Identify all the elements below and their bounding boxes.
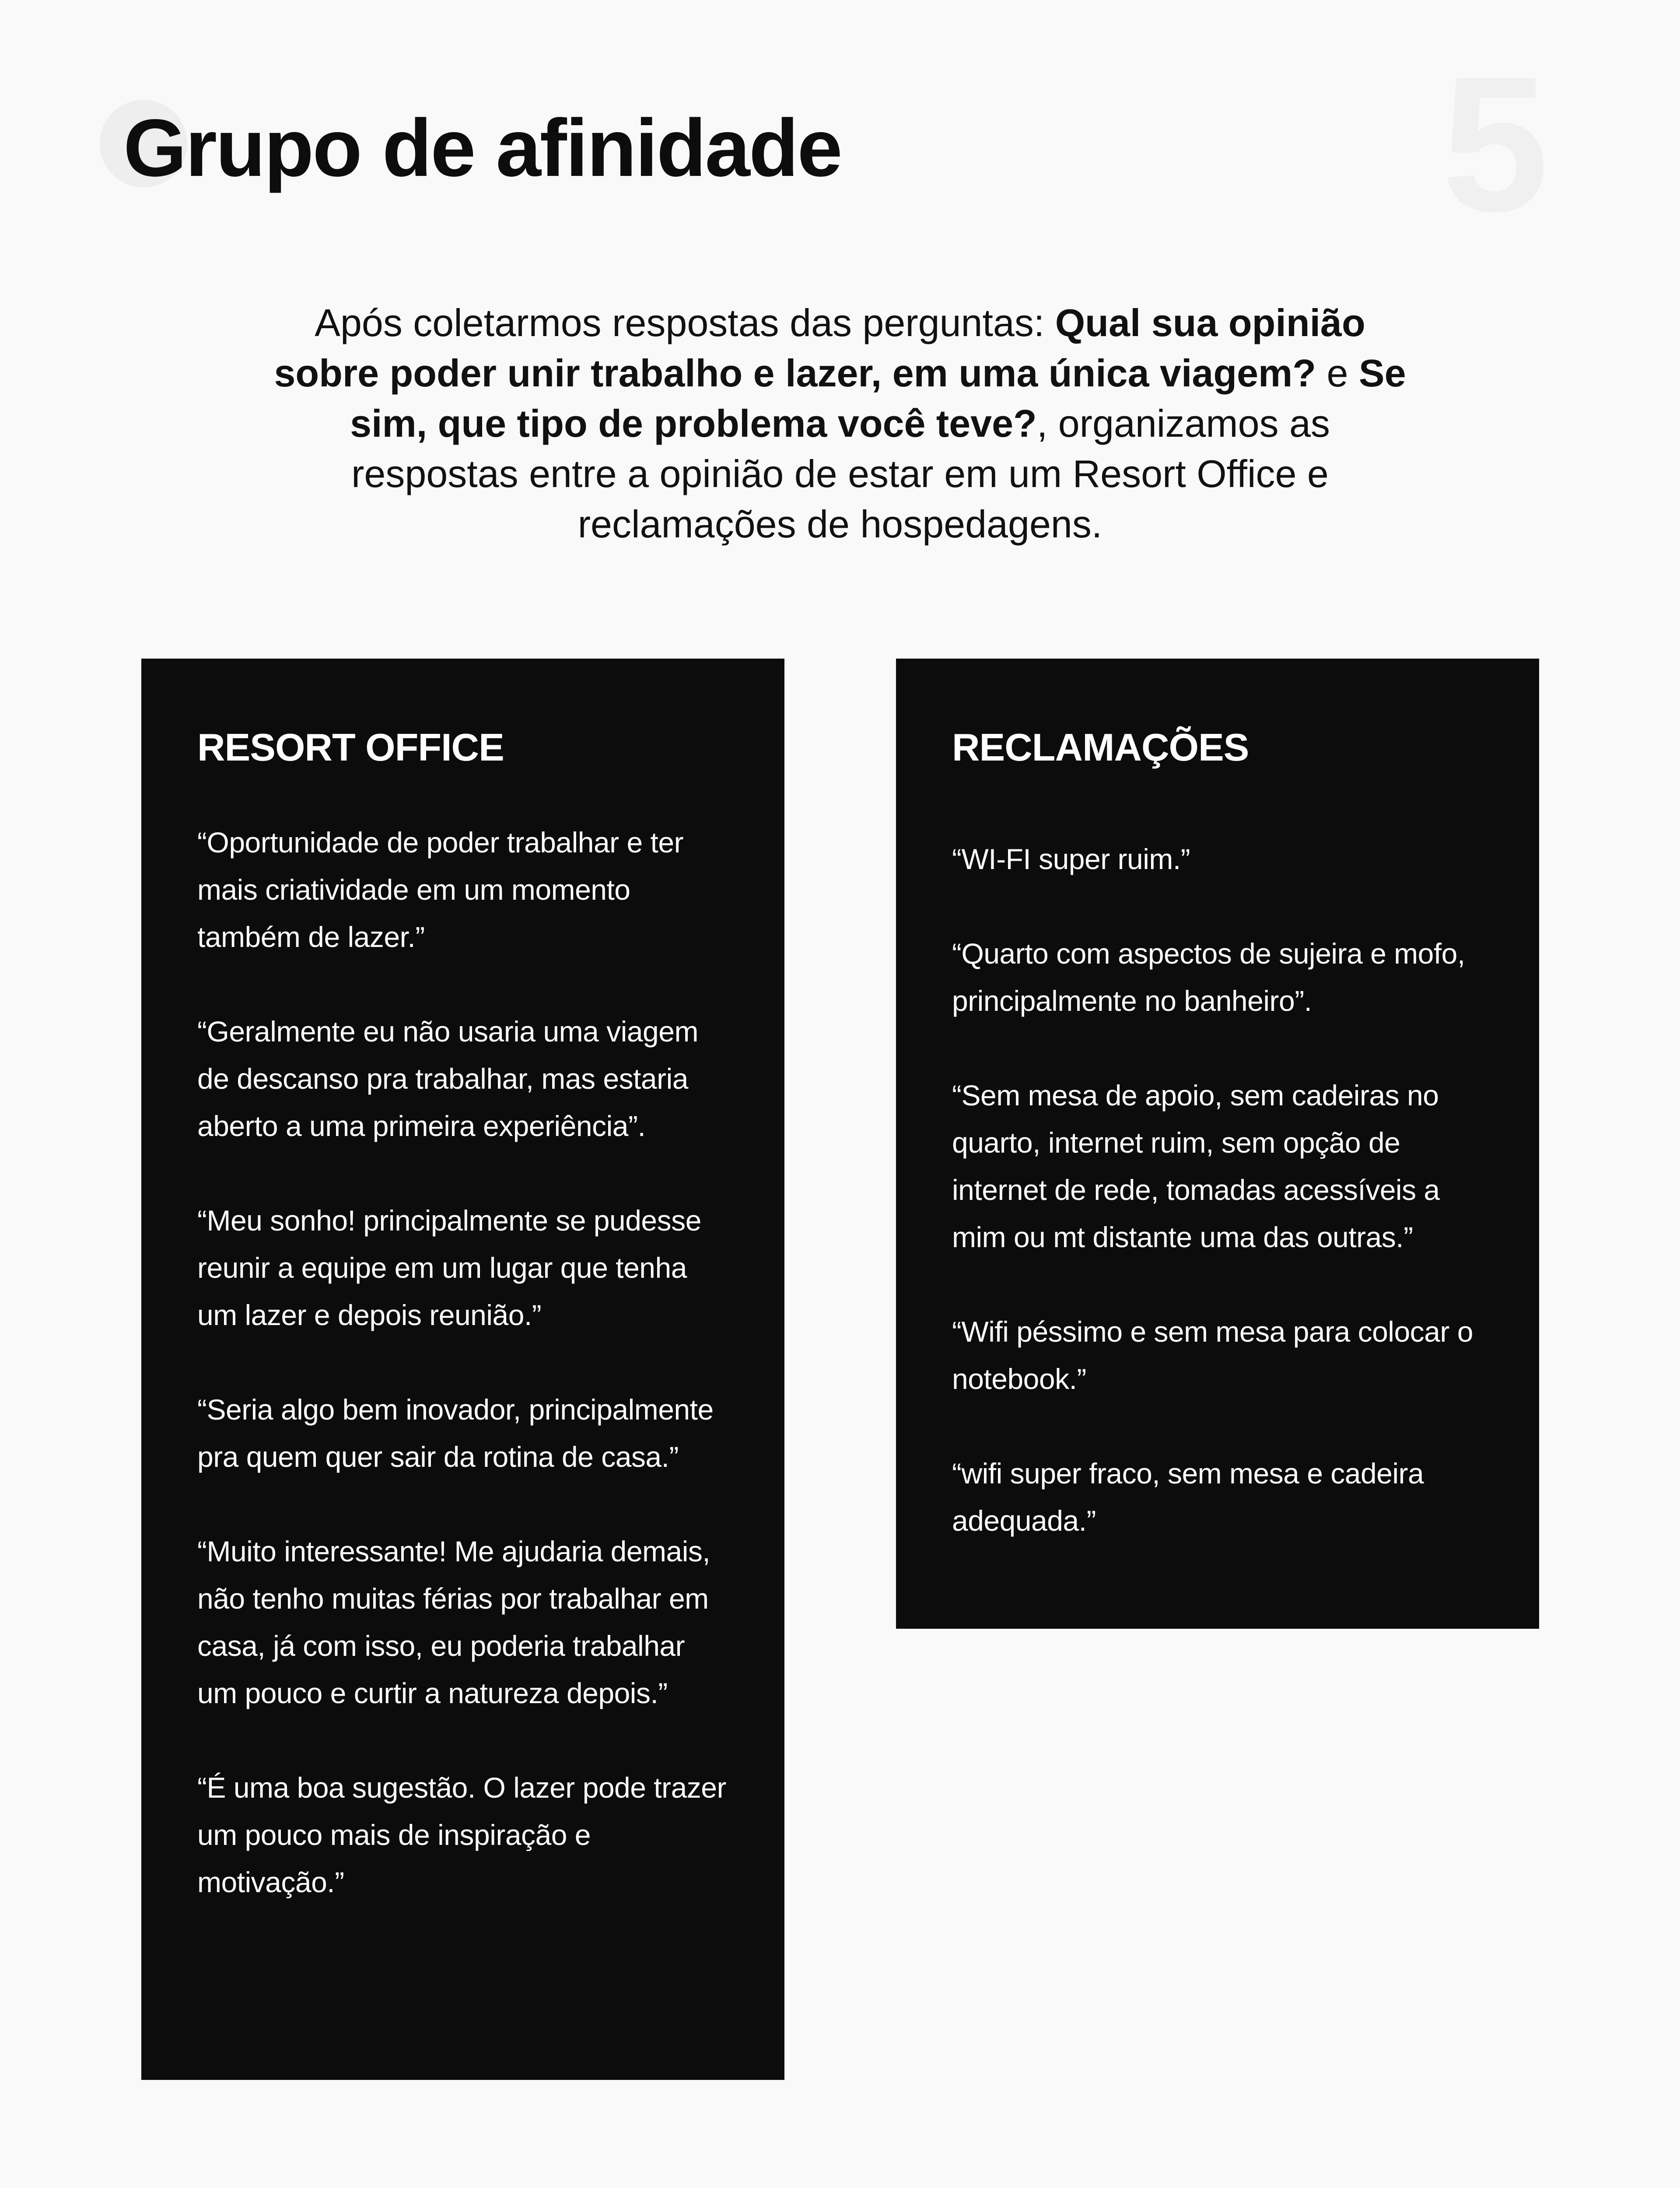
intro-text: e [1316, 351, 1359, 395]
intro-text: , organizamos as respostas entre a opinião de estar em um Resort Office e reclamações de hospedagens. [351, 402, 1330, 546]
quote-item: “Quarto com aspectos de sujeira e mofo, principalmente no banheiro”. [952, 937, 1465, 1017]
quote-item: “Sem mesa de apoio, sem cadeiras no quarto, internet ruim, sem opção de internet de rede, tomadas acessíveis a mim ou mt distante uma das outras.” [952, 1079, 1440, 1253]
panel-title: RESORT OFFICE [197, 726, 504, 769]
quote-item: “Muito interessante! Me ajudaria demais, não tenho muitas férias por trabalhar em casa, já com isso, eu poderia trabalhar um pouco e curtir a natureza depois.” [197, 1535, 710, 1709]
quote-item: “WI-FI super ruim.” [952, 842, 1190, 875]
quote-item: “Seria algo bem inovador, principalmente pra quem quer sair da rotina de casa.” [197, 1393, 714, 1473]
quote-item: “Meu sonho! principalmente se pudesse reunir a equipe em um lugar que tenha um lazer e depois reunião.” [197, 1204, 701, 1331]
quote-list [952, 835, 1483, 1544]
intro-paragraph [262, 298, 1418, 549]
panel-title: RECLAMAÇÕES [952, 726, 1249, 769]
quote-item: “wifi super fraco, sem mesa e cadeira adequada.” [952, 1457, 1424, 1537]
intro-question: Se sim, que tipo de problema você teve? [350, 351, 1406, 445]
quote-item: “Oportunidade de poder trabalhar e ter mais criatividade em um momento também de lazer.” [197, 826, 684, 953]
intro-question: Qual sua opinião sobre poder unir trabalho e lazer, em uma única viagem? [274, 301, 1365, 395]
page-number: 5 [1442, 37, 1549, 252]
intro-text: Após coletarmos respostas das perguntas: [315, 301, 1055, 344]
resort-office-panel [141, 659, 784, 2080]
quote-list [197, 819, 728, 1906]
complaints-panel [896, 659, 1539, 1629]
page-title: Grupo de afinidade [123, 103, 841, 193]
quote-item: “Geralmente eu não usaria uma viagem de descanso pra trabalhar, mas estaria aberto a uma primeira experiência”. [197, 1015, 698, 1142]
quote-item: “Wifi péssimo e sem mesa para colocar o notebook.” [952, 1315, 1473, 1395]
quote-item: “É uma boa sugestão. O lazer pode trazer um pouco mais de inspiração e motivação.” [197, 1771, 726, 1898]
